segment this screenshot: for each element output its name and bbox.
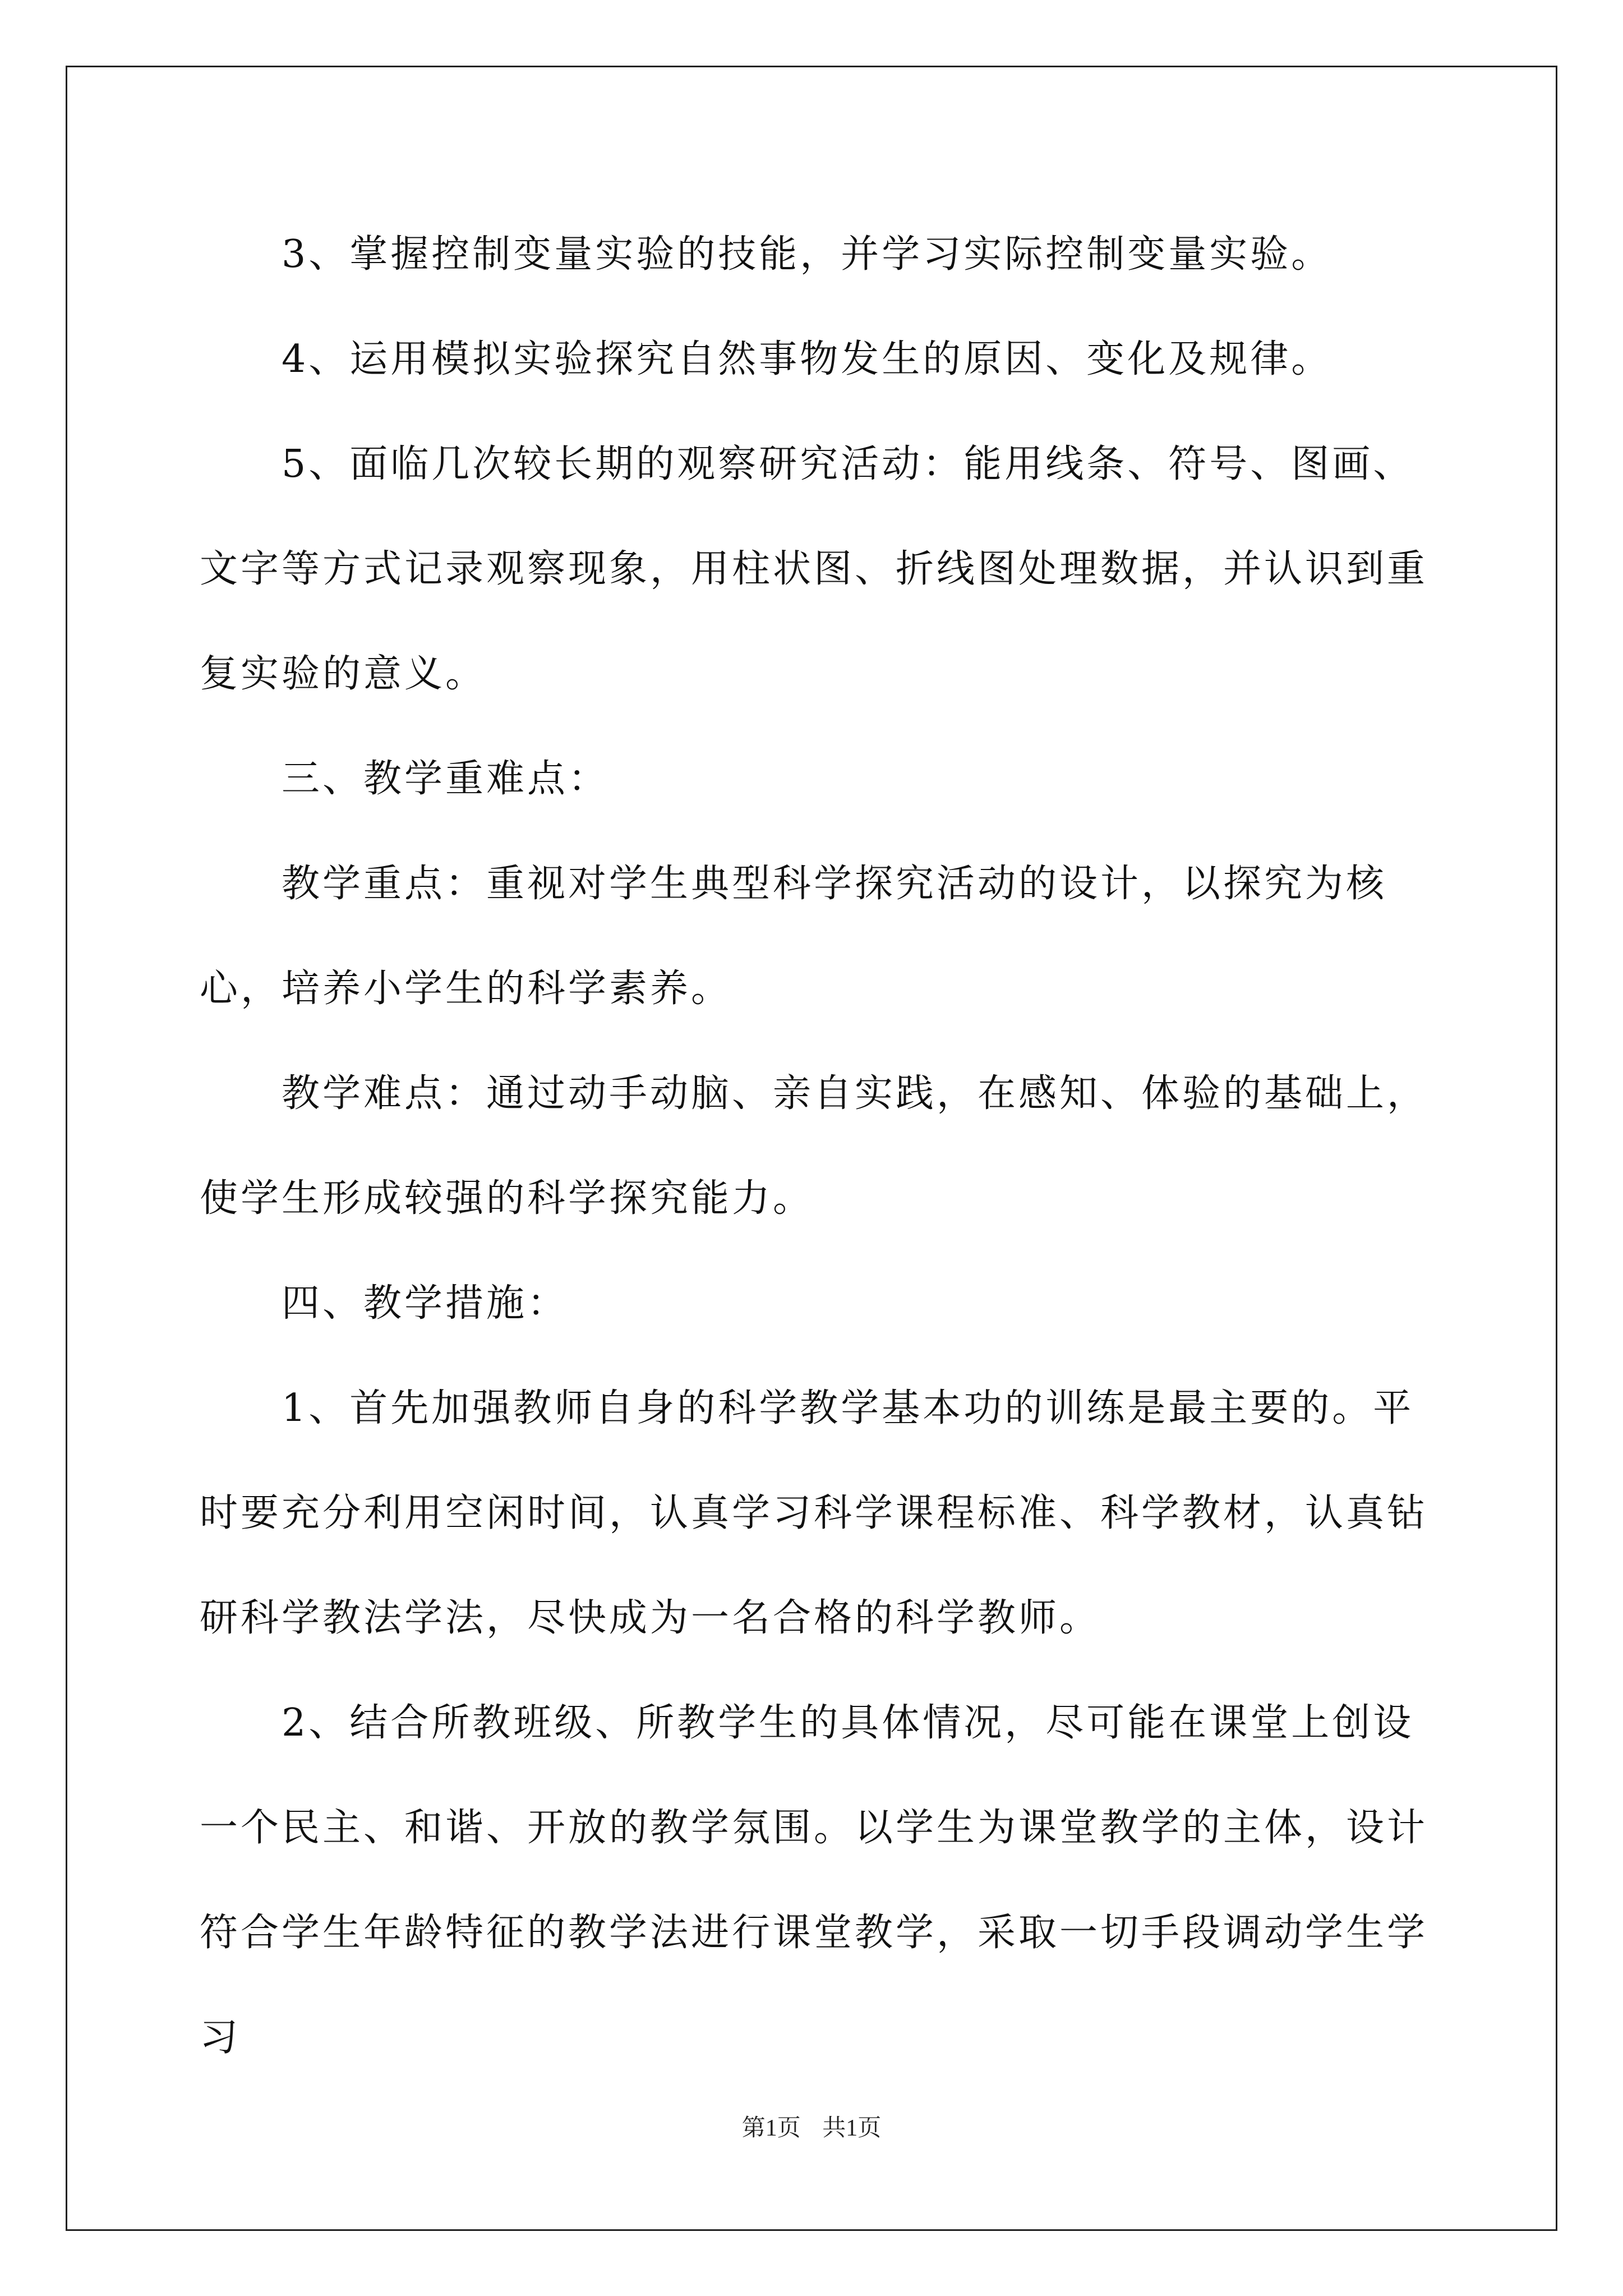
paragraph-item-3: 3、掌握控制变量实验的技能，并学习实际控制变量实验。 — [282, 232, 1332, 277]
section-heading-key-points: 三、教学重难点： — [282, 757, 610, 801]
page-number: 第1页 — [741, 2115, 801, 2141]
paragraph-key-difficulty: 教学难点：通过动手动脑、亲自实践，在感知、体验的基础上，使学生形成较强的科学探究能力。 — [200, 1071, 1428, 1221]
document-body — [200, 202, 1433, 2090]
paragraph-measure-1: 1、首先加强教师自身的科学教学基本功的训练是最主要的。平时要充分利用空闲时间，认真学习科学课程标准、科学教材，认真钻研科学教法学法，尽快成为一名合格的科学教师。 — [200, 1386, 1428, 1640]
paragraph-key-focus: 教学重点：重视对学生典型科学探究活动的设计，以探究为核心，培养小学生的科学素养。 — [200, 862, 1387, 1011]
paragraph-measure-2: 2、结合所教班级、所教学生的具体情况，尽可能在课堂上创设一个民主、和谐、开放的教学氛围。以学生为课堂教学的主体，设计符合学生年龄特征的教学法进行课堂教学，采取一切手段调动学生学习 — [200, 1701, 1428, 2060]
page-footer — [0, 2109, 1623, 2143]
paragraph-item-4: 4、运用模拟实验探究自然事物发生的原因、变化及规律。 — [282, 337, 1332, 381]
page-total: 共1页 — [822, 2115, 882, 2141]
section-heading-measures: 四、教学措施： — [282, 1281, 569, 1326]
paragraph-item-5: 5、面临几次较长期的观察研究活动：能用线条、符号、图画、文字等方式记录观察现象，用柱状图、折线图处理数据，并认识到重复实验的意义。 — [200, 442, 1428, 696]
